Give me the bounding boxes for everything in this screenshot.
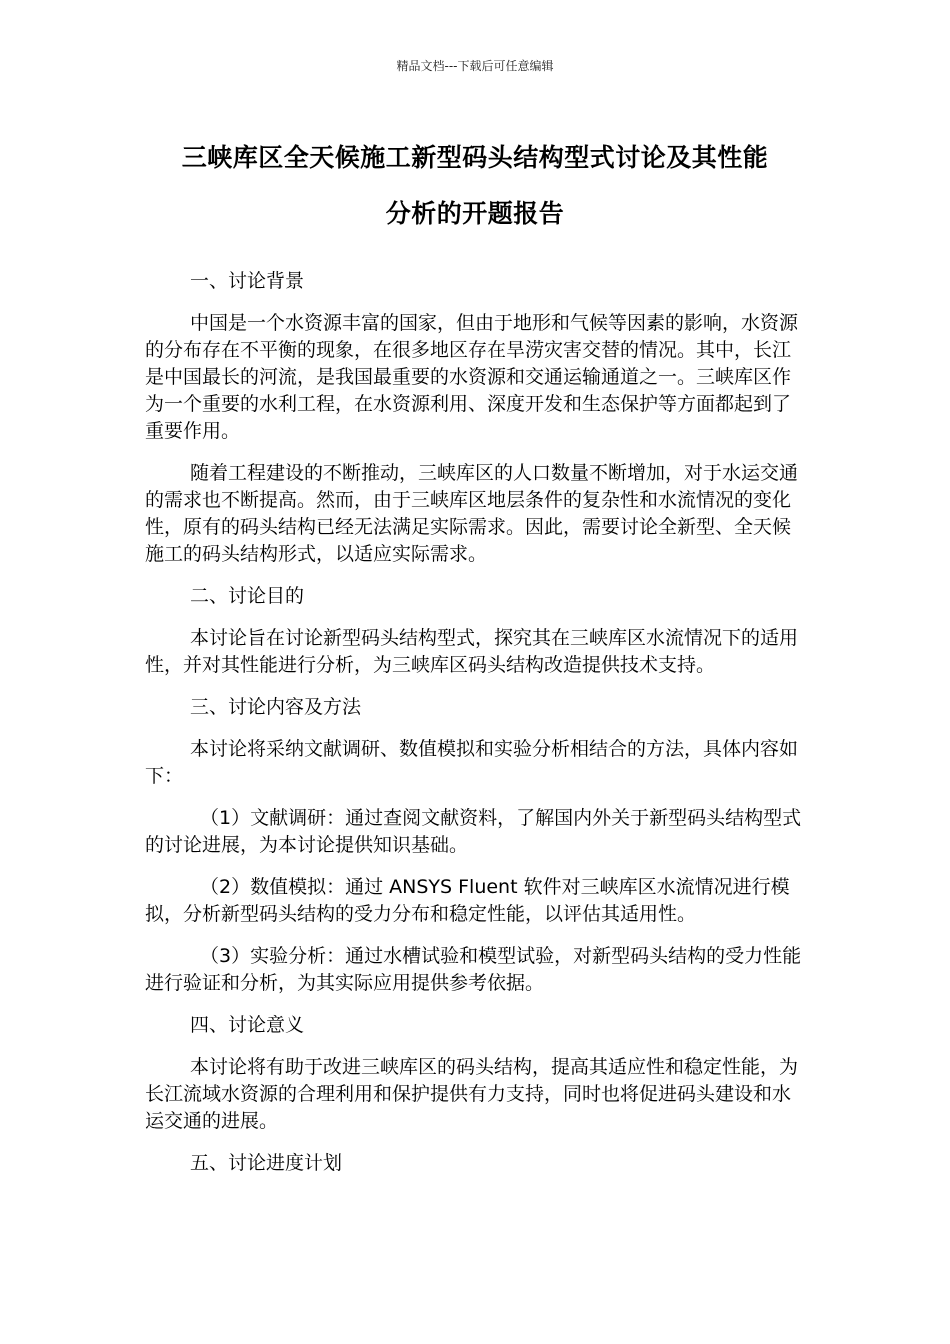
title-line-2: 分析的开题报告 [385, 199, 565, 228]
method-item-2: （2）数值模拟：通过 ANSYS Fluent 软件对三峡库区水流情况进行模拟，分析新型码头结构的受力分布和稳定性能，以评估其适用性。 [145, 876, 790, 925]
paragraph-background-1: 中国是一个水资源丰富的国家，但由于地形和气候等因素的影响，水资源的分布存在不平衡的现象，在很多地区存在旱涝灾害交替的情况。其中，长江是中国最长的河流，是我国最重要的水资源和交通运输通道之一。三峡库区作为一个重要的水利工程，在水资源利用、深度开发和生态保护等方面都起到了重要作用。 [145, 312, 799, 442]
document-body [145, 268, 807, 1192]
paragraph-significance: 本讨论将有助于改进三峡库区的码头结构，提高其适应性和稳定性能，为长江流域水资源的合理利用和保护提供有力支持，同时也将促进码头建设和水运交通的进展。 [145, 1056, 799, 1132]
title-line-1: 三峡库区全天候施工新型码头结构型式讨论及其性能 [181, 143, 769, 172]
section-heading-method: 三、讨论内容及方法 [190, 696, 362, 718]
section-heading-purpose: 二、讨论目的 [190, 585, 305, 607]
paragraph-method-intro: 本讨论将采纳文献调研、数值模拟和实验分析相结合的方法，具体内容如下： [145, 738, 799, 787]
header-note: 精品文档---下载后可任意编辑 [396, 59, 554, 73]
paragraph-background-2: 随着工程建设的不断推动，三峡库区的人口数量不断增加，对于水运交通的需求也不断提高。然而，由于三峡库区地层条件的复杂性和水流情况的变化性，原有的码头结构已经无法满足实际需求。因此，需要讨论全新型、全天候施工的码头结构形式，以适应实际需求。 [145, 462, 799, 565]
section-heading-background: 一、讨论背景 [190, 270, 305, 292]
document-title [120, 130, 830, 242]
method-item-1: （1）文献调研：通过查阅文献资料，了解国内外关于新型码头结构型式的讨论进展，为本讨论提供知识基础。 [145, 807, 802, 856]
section-heading-schedule: 五、讨论进度计划 [190, 1152, 343, 1174]
method-item-3: （3）实验分析：通过水槽试验和模型试验，对新型码头结构的受力性能进行验证和分析，为其实际应用提供参考依据。 [145, 945, 802, 994]
paragraph-purpose: 本讨论旨在讨论新型码头结构型式，探究其在三峡库区水流情况下的适用性，并对其性能进行分析，为三峡库区码头结构改造提供技术支持。 [145, 627, 799, 676]
section-heading-significance: 四、讨论意义 [190, 1014, 305, 1036]
